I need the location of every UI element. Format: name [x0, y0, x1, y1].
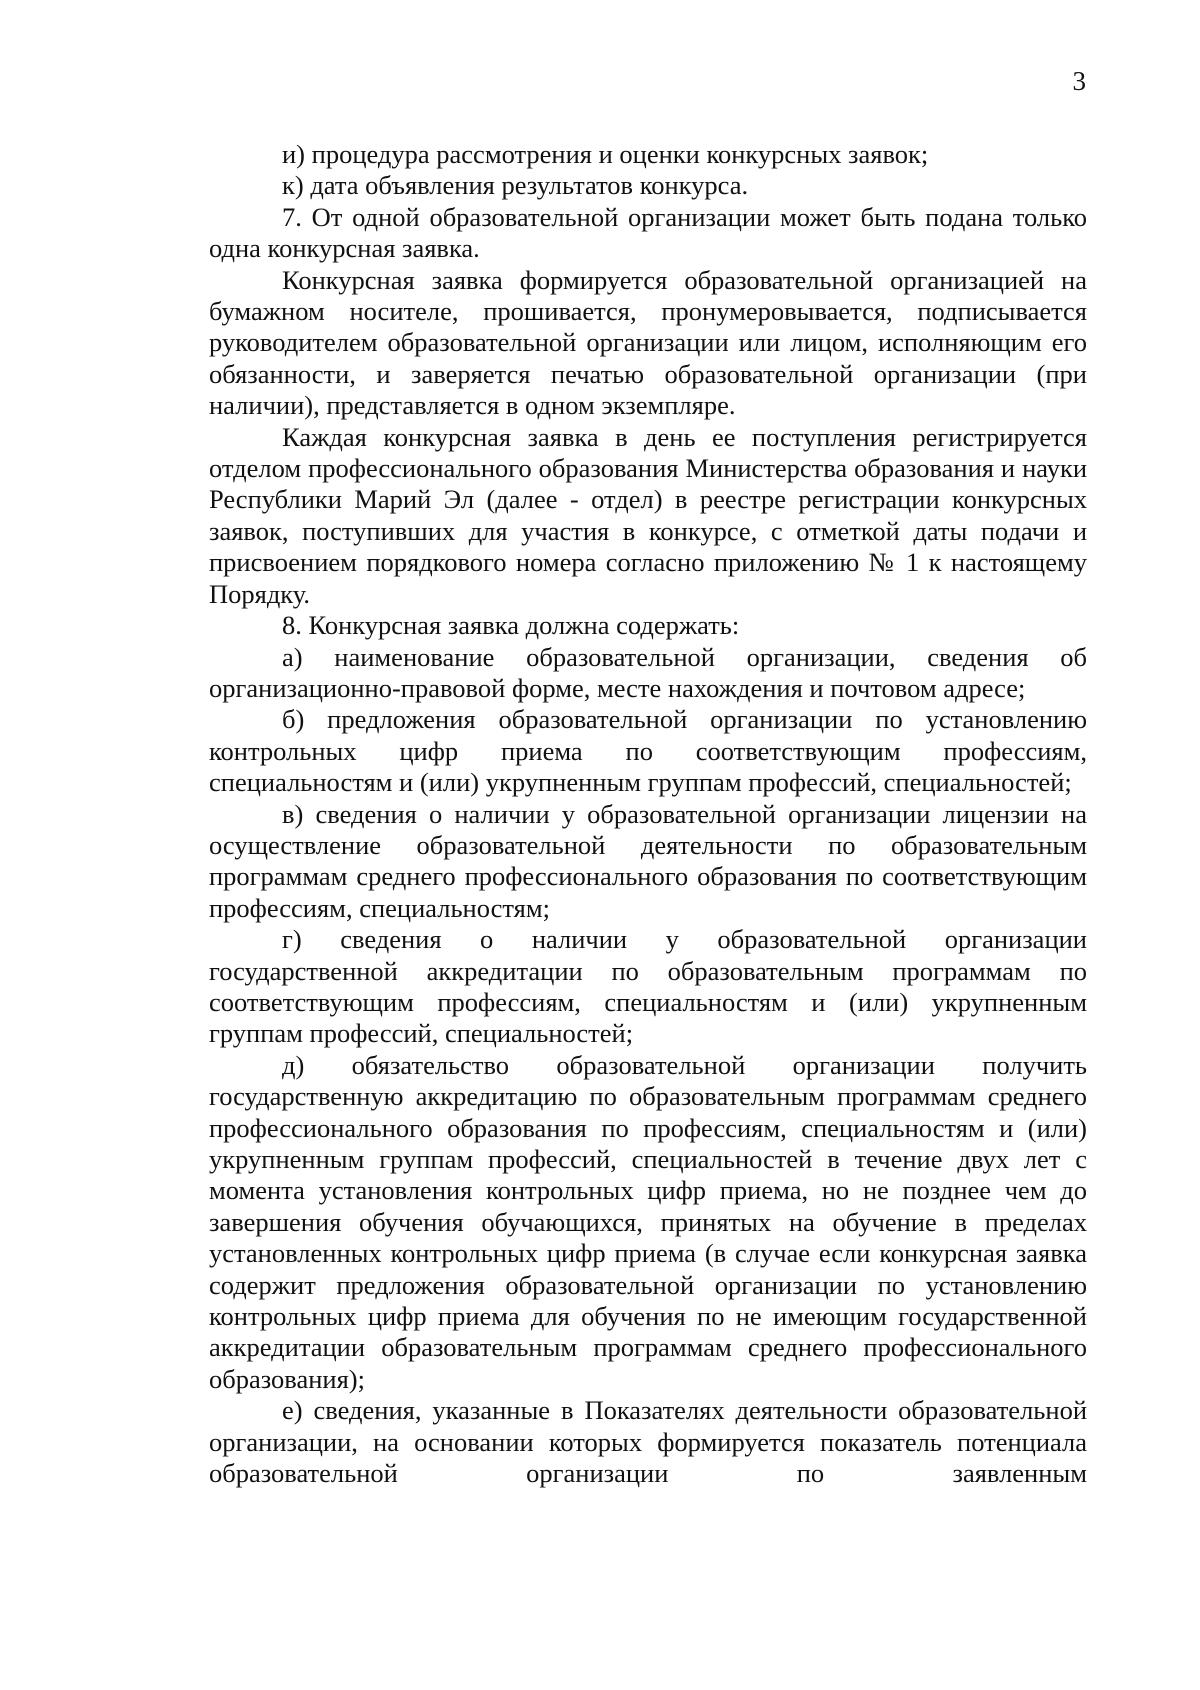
paragraph-item-i: и) процедура рассмотрения и оценки конкурсных заявок;: [282, 139, 929, 169]
paragraph-item-v: в) сведения о наличии у образовательной организации лицензии на осуществление образовательной деятельности по образовательным программам среднего профессионального образования по соответствующим профессиям, специальностям;: [209, 798, 1087, 923]
paragraph-item-g: г) сведения о наличии у образовательной организации государственной аккредитации по образовательным программам по соответствующим профессиям, специальностям и (или) укрупненным группам профессий, специальностей;: [209, 924, 1087, 1049]
paragraph-7: 7. От одной образовательной организации может быть подана только одна конкурсная заявка.: [209, 201, 1087, 264]
page-number: 3: [1072, 66, 1086, 96]
paragraph-8: 8. Конкурсная заявка должна содержать:: [282, 610, 740, 641]
paragraph-item-e: е) сведения, указанные в Показателях деятельности образовательной организации, на основании которых формируется показатель потенциала образовательной организации по заявленным: [209, 1395, 1087, 1489]
paragraph-item-a: а) наименование образовательной организации, сведения об организационно-правовой форме, месте нахождения и почтовом адресе;: [209, 641, 1087, 703]
paragraph-item-d: д) обязательство образовательной организации получить государственную аккредитацию по образовательным программам среднего профессионального образования по профессиям, специальностям и (или) укрупненным группам профессий, специальностей в течение двух лет с момента установления контрольных цифр приема, но не позднее чем до завершения обучения обучающихся, принятых на обучение в пределах установленных контрольных цифр приема (в случае если конкурсная заявка содержит предложения образовательной организации по установлению контрольных цифр приема для обучения по не имеющим государственной аккредитации образовательным программам среднего профессионального образования);: [209, 1049, 1087, 1394]
paragraph-registration: Каждая конкурсная заявка в день ее поступления регистрируется отделом профессионального образования Министерства образования и науки Республики Марий Эл (далее - отдел) в реестре регистрации конкурсных заявок, поступивших для участия в конкурсе, с отметкой даты подачи и присвоением порядкового номера согласно приложению № 1 к настоящему Порядку.: [209, 421, 1087, 609]
paragraph-application-form: Конкурсная заявка формируется образовательной организацией на бумажном носителе, прошивается, пронумеровывается, подписывается руководителем образовательной организации или лицом, исполняющим его обязанности, и заверяется печатью образовательной организации (при наличии), представляется в одном экземпляре.: [209, 264, 1087, 421]
paragraph-item-k: к) дата объявления результатов конкурса.: [282, 170, 749, 201]
document-body: [209, 139, 1087, 1489]
paragraph-item-b: б) предложения образовательной организации по установлению контрольных цифр приема по соответствующим профессиям, специальностям и (или) укрупненным группам профессий, специальностей;: [209, 704, 1087, 798]
